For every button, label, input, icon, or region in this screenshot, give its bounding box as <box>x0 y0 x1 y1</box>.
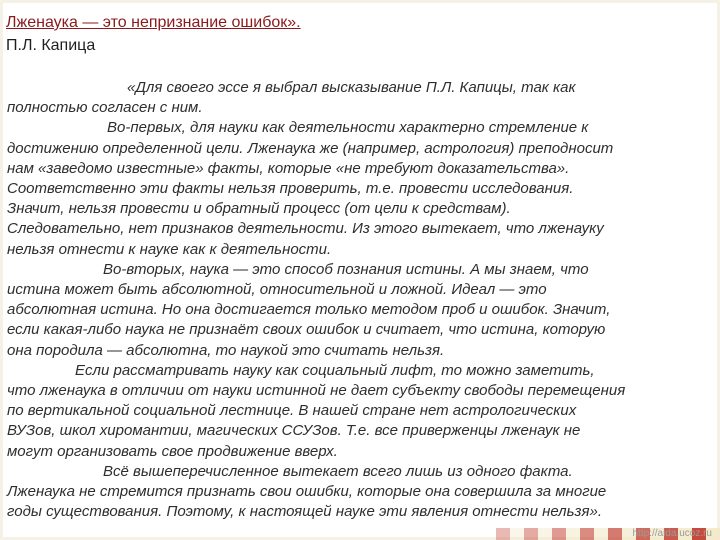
essay-line: «Для своего эссе я выбрал высказывание П.Л. Капицы, так как <box>127 79 576 96</box>
essay-line: Во-первых, для науки как деятельности характерно стремление к <box>107 119 589 137</box>
decor-tile <box>566 528 580 540</box>
essay-line: Если рассматривать науку как социальный лифт, то можно заметить, <box>75 361 595 379</box>
essay-line: истина может быть абсолютной, относительной и ложной. Идеал — это <box>7 281 547 299</box>
essay-line: могут организовать свое продвижение вверх. <box>7 442 338 460</box>
decor-tile <box>524 528 538 540</box>
decor-tile <box>594 528 608 540</box>
essay-line: что лженаука в отличии от науки истинной не дает субъекту свободы перемещения <box>7 382 626 400</box>
essay-line: Лженаука не стремится признать свои ошибки, которые она совершила за многие <box>7 483 607 501</box>
essay-line: она породила — абсолютна, то наукой это считать нельзя. <box>7 341 445 359</box>
slide-author: П.Л. Капица <box>6 37 96 54</box>
decor-tile <box>538 528 552 540</box>
essay-line: Всё вышеперечисленное вытекает всего лишь из одного факта. <box>103 462 573 480</box>
essay-text <box>7 78 707 522</box>
essay-line: нам «заведомо известные» факты, которые «не требуют доказательства». <box>7 159 570 177</box>
essay-line: Во-вторых, наука — это способ познания истины. А мы знаем, что <box>103 260 589 278</box>
decor-tile <box>496 528 510 540</box>
decor-tile <box>580 528 594 540</box>
essay-line: годы существования. Поэтому, к настоящей науке эти явления отнести нельзя». <box>7 503 603 521</box>
bottom-decor-strip <box>0 528 720 540</box>
essay-line: нельзя отнести к науке как к деятельности. <box>7 240 332 258</box>
essay-line: Соответственно эти факты нельзя проверить, т.е. провести исследования. <box>7 180 574 198</box>
essay-line: ВУЗов, школ хиромантии, магических ССУЗов. Т.е. все приверженцы лженаук не <box>7 422 581 440</box>
essay-line: достижению определенной цели. Лженаука же (например, астрология) преподносит <box>7 139 614 157</box>
watermark-url: http://aida.ucoz.ru <box>632 528 712 539</box>
essay-line: полностью согласен с ним. <box>7 99 203 117</box>
decor-tile <box>608 528 622 540</box>
essay-line: Значит, нельзя провести и обратный процесс (от цели к средствам). <box>7 200 511 218</box>
essay-line: по вертикальной социальной лестнице. В нашей стране нет астрологических <box>7 402 577 420</box>
slide-title: Лженаука — это непризнание ошибок». <box>6 14 301 31</box>
essay-line: абсолютная истина. Но она достигается только методом проб и ошибок. Значит, <box>7 301 611 319</box>
essay-line: Следовательно, нет признаков деятельности. Из этого вытекает, что лженауку <box>7 220 604 238</box>
decor-tile <box>510 528 524 540</box>
essay-line: если какая-либо наука не признаёт своих ошибок и считает, что истина, которую <box>7 321 606 339</box>
decor-tile <box>552 528 566 540</box>
